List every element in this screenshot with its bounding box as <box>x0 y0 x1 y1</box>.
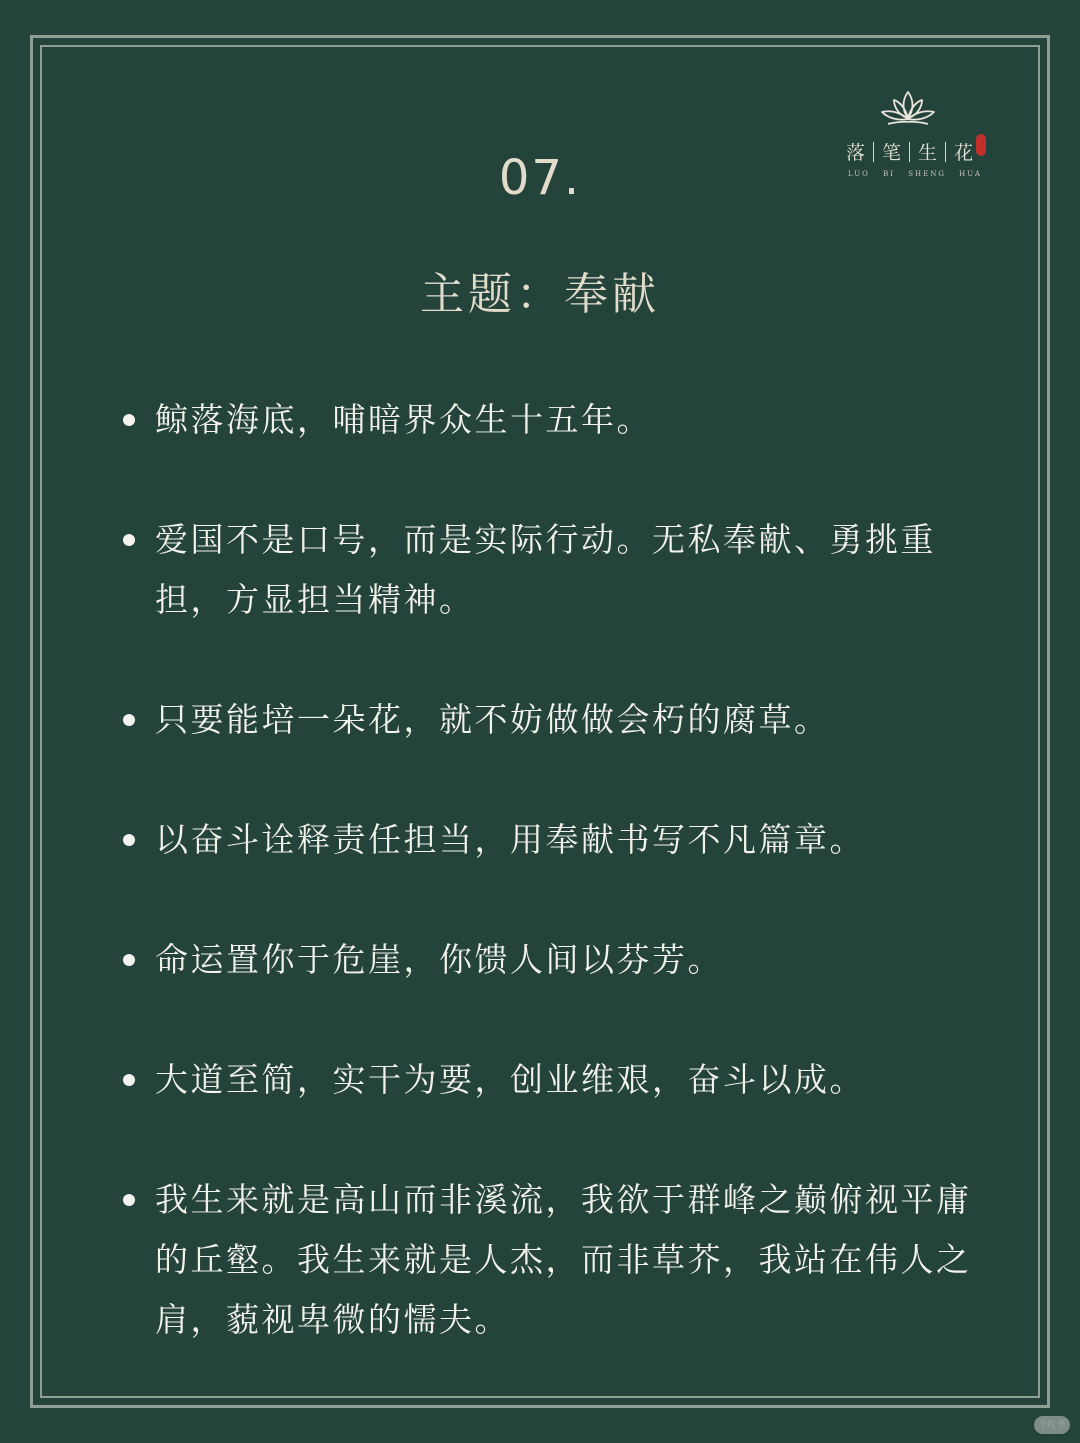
bullet-icon <box>123 714 135 726</box>
logo-roman-text: LUO <box>848 170 870 178</box>
bullet-icon <box>123 834 135 846</box>
list-item <box>120 930 990 990</box>
quote-text: 只要能培一朵花，就不妨做做会朽的腐草。 <box>155 700 830 739</box>
bullet-icon <box>123 534 135 546</box>
logo-roman-text: HUA <box>959 170 982 178</box>
list-item <box>120 810 990 870</box>
logo-char: 落 <box>846 142 866 164</box>
lotus-icon <box>876 88 940 130</box>
section-number: 07. <box>498 150 582 206</box>
list-item <box>120 690 990 750</box>
logo-char: 花 <box>954 142 974 164</box>
quote-text: 大道至简，实干为要，创业维艰，奋斗以成。 <box>155 1060 865 1099</box>
logo-roman-text: BI <box>883 170 896 178</box>
quote-text: 我生来就是高山而非溪流，我欲于群峰之巅俯视平庸的丘壑。我生来就是人杰，而非草芥，我站在伟人之肩，藐视卑微的懦夫。 <box>155 1180 972 1339</box>
list-item <box>120 510 990 630</box>
logo-roman-text: SHENG <box>908 170 946 178</box>
bullet-icon <box>123 1194 135 1206</box>
list-item <box>120 390 990 450</box>
quote-text: 命运置你于危崖，你馈人间以芬芳。 <box>155 940 723 979</box>
quote-text: 鲸落海底，哺暗界众生十五年。 <box>155 400 652 439</box>
watermark-badge: 小红书 <box>1034 1416 1070 1434</box>
page-title: 主题：奉献 <box>420 269 660 320</box>
logo-char: 生 <box>918 142 938 164</box>
list-item <box>120 1050 990 1110</box>
quote-text: 爱国不是口号，而是实际行动。无私奉献、勇挑重担，方显担当精神。 <box>155 520 936 619</box>
bullet-icon <box>123 414 135 426</box>
quote-list <box>120 390 990 1410</box>
list-item <box>120 1170 990 1350</box>
quote-text: 以奋斗诠释责任担当，用奉献书写不凡篇章。 <box>155 820 865 859</box>
bullet-icon <box>123 1074 135 1086</box>
bullet-icon <box>123 954 135 966</box>
logo-char: 笔 <box>882 142 902 164</box>
